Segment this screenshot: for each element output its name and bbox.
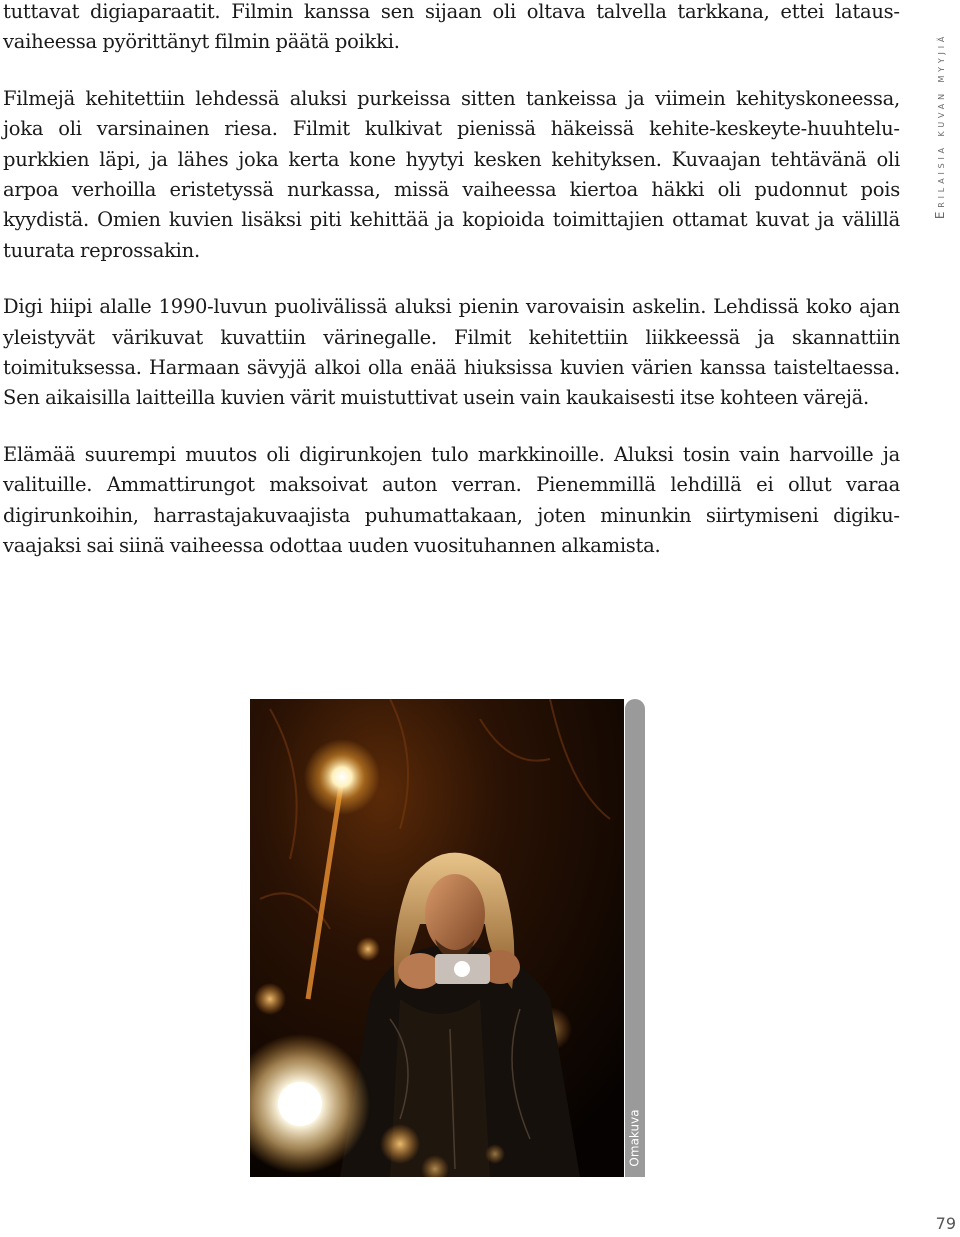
paragraph-4: Elämää suurempi muutos oli digirunkojen tulo markkinoille. Aluksi tosin vain harvoille ja valituille. Ammattirungot maksoivat auton verran. Pienemmillä lehdillä ei ollut varaa digirunkoihin, harrastajakuvaajista puhumattakaan, joten minunkin siirtymiseni digikuvaajaksi sai siinä vaiheessa odottaa uuden vuosituhannen alkamista.: [3, 442, 900, 558]
page-number: 79: [935, 1214, 956, 1233]
paragraph-2: Filmejä kehitettiin lehdessä aluksi purkeissa sitten tankeissa ja viimein kehityskoneessa, joka oli varsinainen riesa. Filmit kulkivat pienissä häkeissä kehite-keskeyte-huuhtelupurkkien läpi, ja lähes joka kerta kone hyytyi kesken kehityksen. Kuvaajan tehtävänä oli arpoa verhoilla eristetyssä nurkassa, missä vaiheessa kiertoa häkki oli pudonnut pois kyydistä. Omien kuvien lisäksi piti kehittää ja kopioida toimittajien ottamat kuvat ja välillä tuurata reprossakin.: [3, 86, 900, 262]
photo-credit-strip: [625, 699, 645, 1177]
paragraph-1: tuttavat digiaparaatit. Filmin kanssa sen sijaan oli oltava talvella tarkkana, ettei latausvaiheessa pyörittänyt filmin päätä poikki.: [3, 0, 900, 54]
photo-credit-text: Omakuva: [628, 1109, 643, 1167]
paragraph-3: Digi hiipi alalle 1990-luvun puolivälissä aluksi pienin varovaisin askelin. Lehdissä koko ajan yleistyvät värikuvat kuvattiin värinegalle. Filmit kehitettiin liikkeessä ja skannattiin toimituksessa. Harmaan sävyjä alkoi olla enää hiuksissa kuvien värien kanssa taisteltaessa. Sen aikaisilla laitteilla kuvien värit muistuttivat usein vain kaukaisesti itse kohteen värejä.: [3, 295, 900, 410]
photo-credit: [625, 1101, 645, 1171]
photo-night-portrait: [250, 699, 624, 1177]
body-text: [3, 0, 900, 588]
running-header-text: Erilaisia kuvan myyjiä: [933, 32, 948, 220]
photo-illustration: [250, 699, 624, 1177]
running-header: [928, 0, 952, 252]
